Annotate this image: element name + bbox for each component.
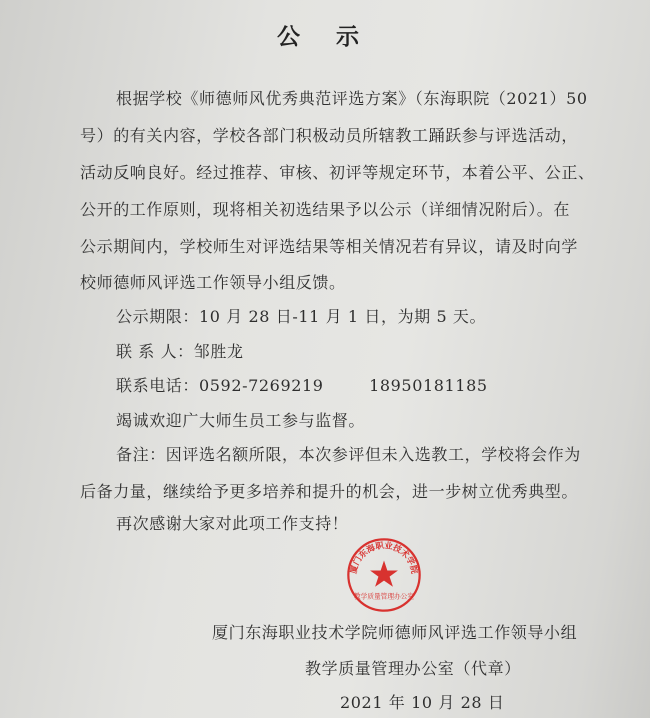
note-line: 后备力量，继续给予更多培养和提升的机会，进一步树立优秀典型。 bbox=[80, 482, 579, 501]
body-line: 根据学校《师德师风优秀典范评选方案》（东海职院（2021）50 bbox=[116, 89, 588, 108]
official-seal bbox=[345, 536, 423, 614]
welcome-text: 竭诚欢迎广大师生员工参与监督。 bbox=[116, 411, 366, 430]
body-line: 公开的工作原则，现将相关初选结果予以公示（详细情况附后）。在 bbox=[80, 200, 571, 219]
body-line: 校师德师风评选工作领导小组反馈。 bbox=[80, 273, 346, 292]
body-line: 活动反响良好。经过推荐、审核、初评等规定环节，本着公平、公正、 bbox=[80, 163, 595, 182]
star-icon bbox=[370, 561, 398, 587]
body-line: 号）的有关内容，学校各部门积极动员所辖教工踊跃参与评选活动， bbox=[80, 126, 579, 145]
signature-date: 2021 年 10 月 28 日 bbox=[340, 693, 505, 712]
contact-phone: 联系电话：0592-7269219 18950181185 bbox=[116, 376, 488, 395]
svg-text:教学质量管理办公室: 教学质量管理办公室 bbox=[353, 592, 415, 601]
body-line: 公示期间内，学校师生对评选结果等相关情况若有异议，请及时向学 bbox=[80, 237, 579, 256]
signature-office: 教学质量管理办公室（代章） bbox=[305, 659, 521, 678]
contact-person: 联 系 人：邹胜龙 bbox=[116, 342, 244, 361]
document-title: 公 示 bbox=[276, 23, 373, 50]
signature-org: 厦门东海职业技术学院师德师风评选工作领导小组 bbox=[212, 623, 578, 642]
note-line: 备注：因评选名额所限，本次参评但未入选教工，学校将会作为 bbox=[116, 445, 581, 464]
thanks-text: 再次感谢大家对此项工作支持！ bbox=[116, 514, 349, 533]
svg-text:厦门东海职业技术学院: 厦门东海职业技术学院 bbox=[348, 540, 420, 575]
notice-period: 公示期限：10 月 28 日-11 月 1 日，为期 5 天。 bbox=[116, 307, 487, 326]
